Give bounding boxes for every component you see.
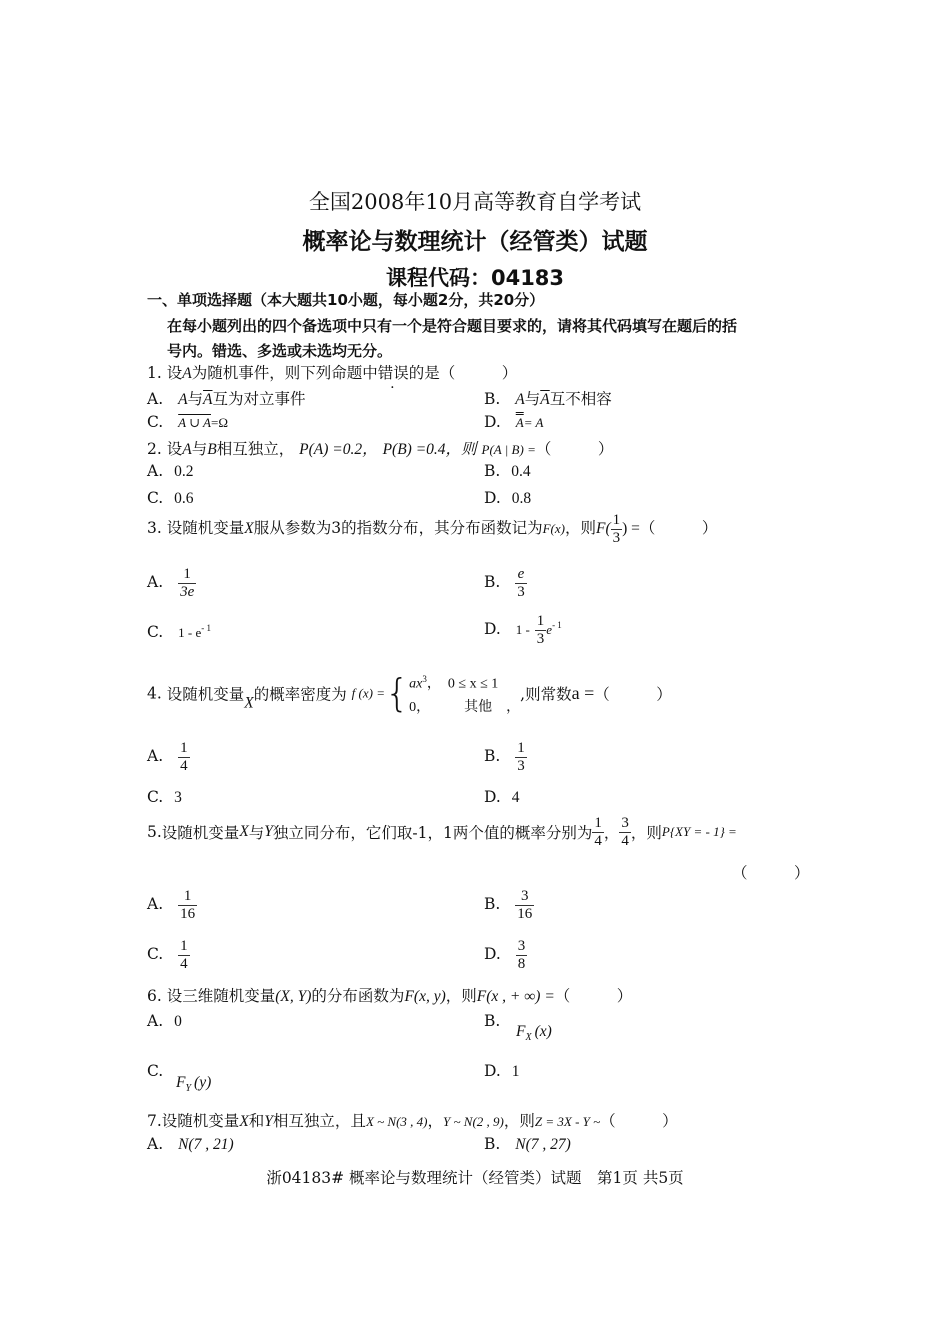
q6-option-d-value: 1 (511, 1063, 520, 1080)
q1-option-b-complement: $\overline{A}$ (540, 391, 550, 408)
q2-option-c (147, 489, 194, 508)
q4-case2 (409, 696, 520, 719)
q5-option-a-num: 1 (178, 888, 197, 906)
q2-text1: 设 (166, 440, 183, 458)
q7-option-b (484, 1135, 571, 1154)
question-4 (147, 668, 672, 719)
q4-case1-cond: ， 0 ≤ x ≤ 1 (426, 676, 499, 692)
q3-option-c (147, 623, 211, 641)
q3-text3: ，则 (564, 519, 596, 537)
q3-option-d-den: 3 (536, 630, 545, 647)
q7-variable-x: X (239, 1113, 249, 1130)
q1-option-a-with: 与 (187, 390, 204, 408)
q3-option-b-num: e (515, 566, 527, 584)
q5-option-d (484, 938, 527, 972)
q3-text1: 设随机变量 (166, 519, 245, 537)
q5-option-a (147, 888, 197, 922)
instructions-line1: 在每小题列出的四个备选项中只有一个是符合题目要求的，请将其代码填写在题后的括 (167, 317, 738, 335)
q5-comma: ， (603, 824, 620, 842)
q6-option-c-arg: (y) (194, 1074, 212, 1091)
q2-pa: P(A) =0.2， (299, 441, 378, 458)
q5-fraction-1-num: 1 (594, 815, 602, 831)
q6-option-b-sub: X (525, 1032, 532, 1044)
question-3 (147, 512, 717, 546)
q3-text2: 服从参数为3的指数分布，其分布函数记为 (253, 519, 543, 537)
q6-option-a-value: 0 (174, 1013, 182, 1030)
q5-fraction-2-den: 4 (621, 832, 629, 849)
exam-subtitle: 概率论与数理统计（经管类）试题 (302, 229, 648, 255)
q6-text2: 的分布函数为 (311, 987, 405, 1005)
q1-option-c-tail: =Ω (210, 415, 228, 430)
q4-option-a-fraction (178, 740, 190, 774)
q7-option-a-value: N(7 , 21) (178, 1136, 234, 1153)
q1-event-a: A (182, 365, 192, 382)
q6-tail: （ ） (554, 987, 633, 1005)
section-heading: 一、单项选择题（本大题共10小题，每小题2分，共20分） (147, 291, 545, 309)
q1-option-a (147, 387, 306, 409)
question-2 (147, 437, 613, 459)
q6-option-a (147, 1012, 182, 1031)
q1-number: 1. (147, 364, 162, 382)
q7-tail: （ ） (600, 1112, 678, 1130)
q3-option-c-exp: - 1 (201, 623, 212, 633)
q4-case1-exp: 3 (422, 674, 427, 684)
q7-z-expression: Z = 3X - Y ~ (534, 1114, 601, 1129)
q6-option-b-f: F (516, 1023, 526, 1040)
q1-option-c-label: C. (147, 413, 164, 431)
q4-option-d-label: D. (484, 788, 501, 806)
q3-option-d-pre: 1 - (515, 622, 530, 637)
q7-distribution-y: Y ~ N(2 , 9) (443, 1114, 504, 1129)
q7-option-b-value: N(7 , 27) (515, 1136, 571, 1153)
q5-option-b-label: B. (484, 895, 501, 913)
q5-option-b-den: 16 (517, 905, 533, 922)
q5-expression: P{XY = - 1} = (661, 824, 737, 839)
q5-variable-y: Y (264, 823, 273, 840)
q3-option-d-label: D. (484, 620, 501, 638)
q1-option-d-tail: = A (523, 415, 544, 430)
question-5 (147, 815, 737, 849)
q3-option-b-fraction (515, 566, 527, 600)
q2-option-d (484, 489, 531, 508)
q5-fraction-1-den: 4 (594, 832, 602, 849)
q4-option-d-value: 4 (511, 789, 520, 806)
q2-option-d-value: 0.8 (511, 490, 532, 507)
q3-option-c-label: C. (147, 623, 164, 642)
q6-option-d (484, 1062, 520, 1081)
instructions-line2: 号内。错选、多选或未选均无分。 (167, 342, 393, 360)
q3-close: ) = (622, 520, 640, 537)
q3-option-d-num: 1 (536, 613, 545, 629)
q7-text3: 相互独立，且 (272, 1112, 366, 1130)
q3-option-b-den: 3 (517, 583, 525, 600)
q7-option-b-label: B. (484, 1135, 501, 1153)
q6-option-c-sub: Y (185, 1083, 192, 1095)
q4-case1-expr: ax (409, 676, 423, 692)
q5-fraction-2 (619, 815, 631, 849)
q6-option-c (176, 1073, 211, 1094)
q6-option-c-f: F (176, 1074, 186, 1091)
q7-variable-y: Y (264, 1113, 273, 1130)
q4-option-b (484, 740, 527, 774)
q5-option-a-fraction (178, 888, 197, 922)
q5-option-c-fraction (178, 938, 190, 972)
q6-option-b-label: B. (484, 1012, 501, 1030)
q1-option-b-with: 与 (524, 390, 541, 408)
q1-option-a-complement: $\overline{A}$ (203, 391, 213, 408)
q3-option-c-expr: 1 - e (178, 625, 202, 641)
q3-option-d-e: e (546, 622, 553, 637)
q6-text1: 设三维随机变量 (166, 987, 276, 1005)
q6-expression: F(x , + ∞) = (476, 988, 555, 1005)
q5-option-c-label: C. (147, 945, 164, 963)
q4-tail: （ ） (594, 685, 672, 704)
q1-mid: 为随机事件，则下列命题中 (191, 364, 378, 382)
q2-option-a-label: A. (147, 462, 164, 480)
q7-text1: 设随机变量 (161, 1112, 240, 1130)
q5-variable-x: X (239, 823, 249, 840)
q2-text2: 与 (191, 440, 208, 458)
q1-option-d (484, 413, 543, 431)
q2-conditional: P(A | B) = (481, 442, 536, 457)
q5-text2: 与 (248, 824, 265, 842)
question-6 (147, 984, 632, 1006)
q4-constant: a = (571, 682, 595, 703)
q2-event-a: A (182, 441, 192, 458)
q5-option-b-num: 3 (515, 888, 534, 906)
q4-option-b-label: B. (484, 747, 501, 765)
q4-fx: f (x) = (351, 685, 385, 701)
q5-option-c (147, 938, 190, 972)
q3-option-b-label: B. (484, 573, 501, 591)
q1-option-b (484, 387, 612, 409)
q1-pre: 设 (166, 364, 183, 382)
q5-text1: 设随机变量 (161, 824, 240, 842)
q5-fraction-2-num: 3 (621, 815, 629, 831)
q3-option-a-num: 1 (178, 566, 196, 584)
q2-tail: （ ） (535, 440, 614, 458)
q6-text3: ，则 (445, 987, 477, 1005)
q3-fraction (611, 512, 623, 546)
q2-option-c-value: 0.6 (174, 490, 194, 507)
q4-option-b-fraction (515, 740, 527, 774)
q3-option-d (484, 613, 562, 647)
q5-option-b-fraction (515, 888, 534, 922)
question-7 (147, 1109, 678, 1131)
q4-case2-expr: 0， (409, 699, 431, 715)
q5-option-a-den: 16 (180, 905, 196, 922)
q3-F: F( (595, 520, 611, 537)
q3-option-a (147, 566, 196, 600)
q4-number: 4. (147, 684, 162, 703)
q3-option-d-fraction (535, 613, 547, 647)
q1-option-b-label: B. (484, 390, 501, 408)
q3-tail: （ ） (639, 519, 718, 537)
q5-option-c-den: 4 (180, 955, 188, 972)
q3-fraction-den: 3 (612, 529, 621, 546)
q2-pb: P(B) =0.4，则 (382, 441, 477, 458)
q5-option-d-label: D. (484, 945, 501, 963)
q4-option-b-den: 3 (517, 757, 525, 774)
q7-comma: ， (427, 1112, 444, 1130)
q4-cases (409, 668, 520, 719)
q7-text4: ，则 (503, 1112, 535, 1130)
q2-text3: 相互独立， (216, 440, 295, 458)
q6-distribution: F(x, y) (404, 988, 446, 1005)
course-code: 课程代码：04183 (385, 266, 565, 290)
q7-text2: 和 (248, 1112, 265, 1130)
q4-case2-cond: 其他 ， (464, 698, 521, 715)
q3-option-a-den: 3e (180, 583, 195, 600)
q5-option-c-num: 1 (180, 938, 188, 954)
q3-option-a-fraction (178, 566, 196, 600)
exam-title: 全国2008年10月高等教育自学考试 (308, 190, 642, 214)
q7-number: 7. (147, 1112, 162, 1130)
q4-option-a-den: 4 (180, 757, 188, 774)
q4-case1 (409, 668, 520, 696)
q3-option-b (484, 566, 527, 600)
q5-number: 5. (147, 823, 162, 841)
q4-option-c (147, 788, 182, 807)
q1-option-c (147, 413, 228, 431)
q4-option-d (484, 788, 520, 807)
q4-option-b-num: 1 (517, 740, 525, 756)
q2-event-b: B (207, 441, 217, 458)
q3-fx: F(x) (542, 521, 565, 536)
q6-option-b (516, 1022, 552, 1043)
q1-option-b-event: A (515, 391, 525, 408)
q6-vector: (X, Y) (275, 988, 312, 1005)
q6-number: 6. (147, 987, 162, 1005)
page-footer: 浙04183# 概率论与数理统计（经管类）试题 第1页 共5页 (266, 1169, 684, 1187)
q4-option-a (147, 740, 190, 774)
q4-option-a-label: A. (147, 747, 164, 765)
q1-option-d-expr: A (515, 415, 524, 430)
q5-fraction-1 (592, 815, 604, 849)
q2-option-b-value: 0.4 (511, 463, 531, 480)
q4-text1: 设随机变量 (166, 685, 245, 704)
q4-option-a-num: 1 (180, 740, 188, 756)
q6-option-c-label: C. (147, 1062, 164, 1080)
q4-option-c-value: 3 (174, 789, 182, 806)
q5-answer-blank: （ ） (732, 864, 810, 882)
q2-option-d-label: D. (484, 489, 501, 507)
q2-option-c-label: C. (147, 489, 164, 507)
q4-text2: 的概率密度为 (253, 685, 347, 704)
q4-text3: ,则常数 (520, 685, 572, 704)
q4-brace: { (384, 671, 410, 716)
q5-text4: ，则 (630, 824, 662, 842)
q3-fraction-num: 1 (612, 512, 621, 528)
q1-option-a-label: A. (147, 390, 164, 408)
q5-option-d-num: 3 (517, 938, 526, 954)
q5-option-b (484, 888, 534, 922)
q5-option-a-label: A. (147, 895, 164, 913)
q1-option-a-text: 互为对立事件 (212, 390, 306, 408)
q5-option-d-fraction (516, 938, 528, 972)
q1-option-a-event: A (178, 391, 188, 408)
q2-option-b-label: B. (484, 462, 501, 480)
q5-option-d-den: 8 (517, 955, 526, 972)
q6-option-a-label: A. (147, 1012, 164, 1030)
q6-option-d-label: D. (484, 1062, 501, 1080)
q3-option-a-label: A. (147, 573, 164, 591)
q1-post: 的是（ ） (408, 364, 518, 382)
question-1 (147, 361, 517, 383)
q3-number: 3. (147, 519, 162, 537)
q4-option-c-label: C. (147, 788, 164, 806)
q4-variable: X (244, 694, 254, 712)
q3-variable: X (244, 520, 254, 537)
q1-option-c-expr: A ∪ A (178, 415, 211, 430)
q7-distribution-x: X ~ N(3 , 4) (365, 1114, 428, 1129)
q7-option-a (147, 1135, 234, 1154)
q1-option-b-text: 互不相容 (549, 390, 612, 408)
q6-option-b-arg: (x) (534, 1023, 552, 1040)
q1-option-d-label: D. (484, 413, 501, 431)
q1-emphasis: 错误 (377, 364, 409, 382)
q3-option-d-exp: - 1 (552, 619, 562, 630)
q2-option-a-value: 0.2 (174, 463, 194, 480)
q2-number: 2. (147, 440, 162, 458)
q7-option-a-label: A. (147, 1135, 164, 1153)
q5-text3: 独立同分布，它们取-1，1两个值的概率分别为 (272, 824, 593, 842)
q2-option-b (484, 462, 531, 481)
q2-option-a (147, 462, 193, 481)
